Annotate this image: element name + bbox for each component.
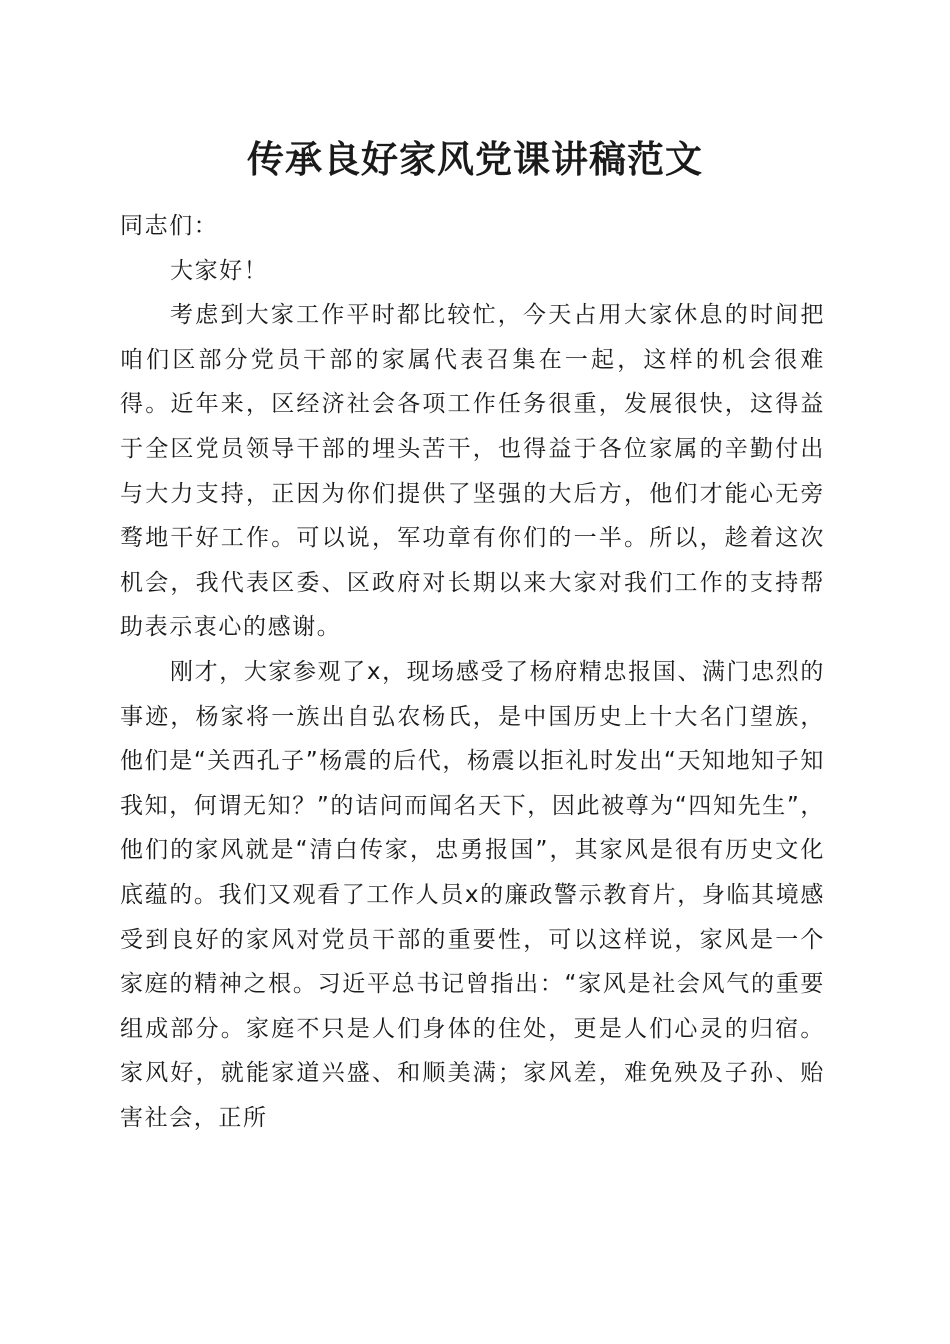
- document-title: 传承良好家风党课讲稿范文: [247, 137, 703, 181]
- document-body: [120, 204, 825, 1140]
- salutation: 同志们：: [120, 213, 219, 239]
- body-paragraph: 刚才，大家参观了x，现场感受了杨府精忠报国、满门忠烈的事迹，杨家将一族出自弘农杨氏，是中国历史上十大名门望族，他们是“关西孔子”杨震的后代，杨震以拒礼时发出“天知地知子知我知，何谓无知？”的诘问而闻名天下，因此被尊为“四知先生”，他们的家风就是“清白传家，忠勇报国”，其家风是很有历史文化底蕴的。我们又观看了工作人员x的廉政警示教育片，身临其境感受到良好的家风对党员干部的重要性，可以这样说，家风是一个家庭的精神之根。习近平总书记曾指出：“家风是社会风气的重要组成部分。家庭不只是人们身体的住处，更是人们心灵的归宿。家风好，就能家道兴盛、和顺美满；家风差，难免殃及子孙、贻害社会，正所: [120, 658, 825, 1131]
- greeting: 大家好！: [170, 257, 269, 284]
- body-paragraph: 考虑到大家工作平时都比较忙，今天占用大家休息的时间把咱们区部分党员干部的家属代表召集在一起，这样的机会很难得。近年来，区经济社会各项工作任务很重，发展很快，这得益于全区党员领导干部的埋头苦干，也得益于各位家属的辛勤付出与大力支持，正因为你们提供了坚强的大后方，他们才能心无旁骛地干好工作。可以说，军功章有你们的一半。所以，趁着这次机会，我代表区委、区政府对长期以来大家对我们工作的支持帮助表示衷心的感谢。: [120, 302, 825, 641]
